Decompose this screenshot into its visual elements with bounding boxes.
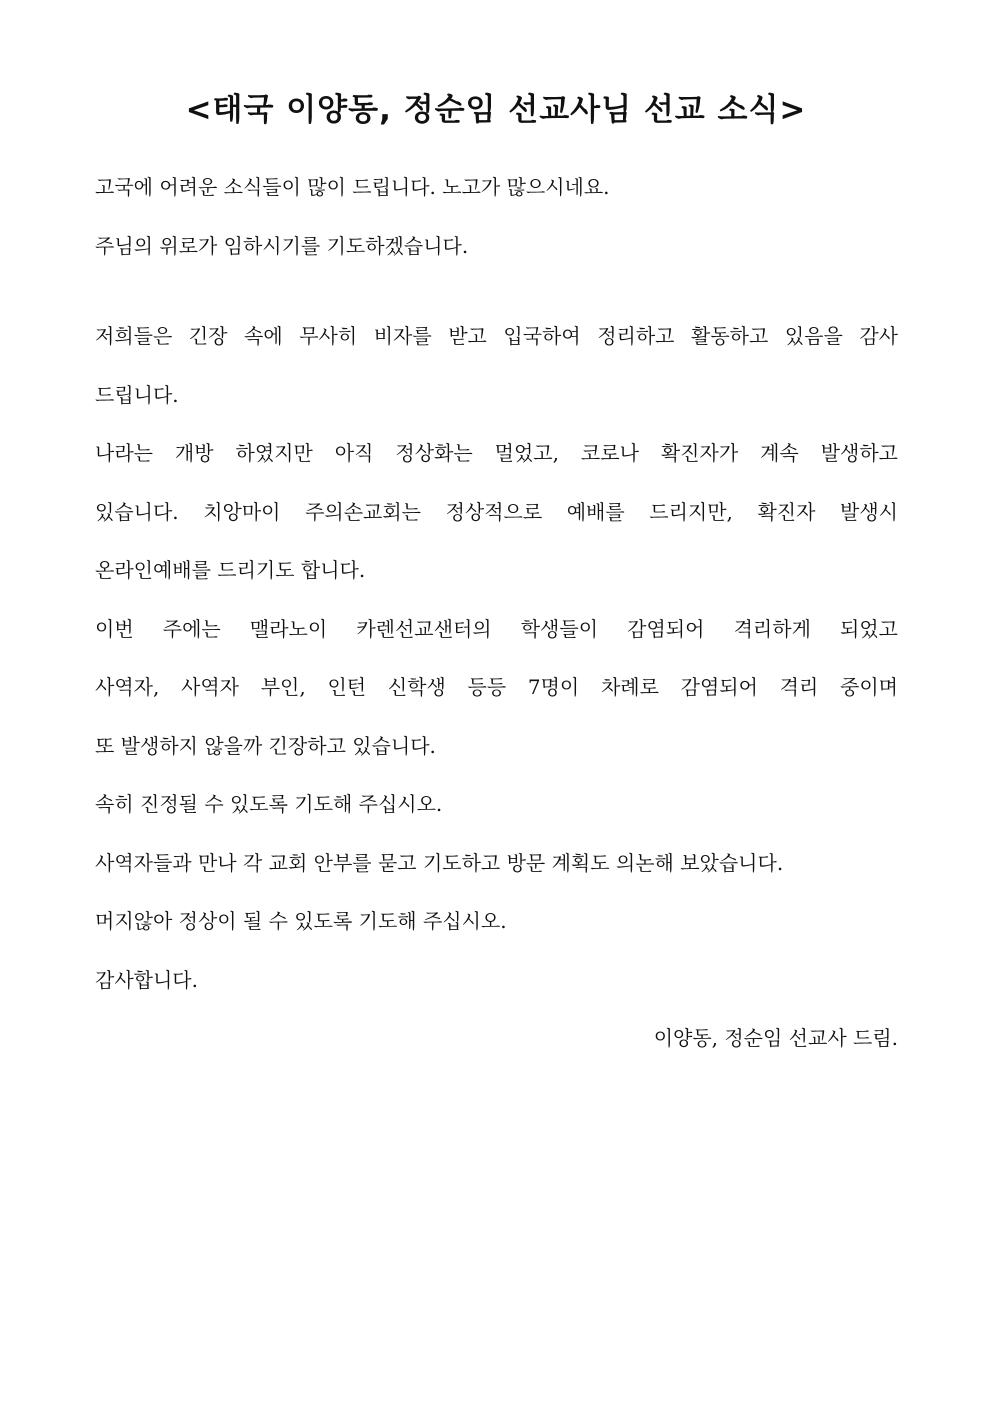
paragraph-line: 또 발생하지 않을까 긴장하고 있습니다. [95,733,436,758]
paragraph-line: 사역자들과 만나 각 교회 안부를 묻고 기도하고 방문 계획도 의논해 보았습니다. [95,850,784,875]
paragraph-line: 고국에 어려운 소식들이 많이 드립니다. 노고가 많으시네요. [95,175,610,199]
paragraph-line: 이번 주에는 맬라노이 카렌선교샌터의 학생들이 감염되어 격리하게 되었고 [95,616,898,641]
paragraph-line: 속히 진정될 수 있도록 기도해 주십시오. [95,792,443,816]
paragraph-line: 머지않아 정상이 될 수 있도록 기도해 주십시오. [95,909,507,933]
letter-body [95,158,898,1068]
paragraph-line: 사역자, 사역자 부인, 인턴 신학생 등등 7명이 차례로 감염되어 격리 중이며 [95,675,898,699]
paragraph-line: 드립니다. [95,382,179,407]
paragraph-line: 감사합니다. [95,967,198,992]
paragraph-line: 온라인예배를 드리기도 합니다. [95,558,366,582]
paragraph-line: 저희들은 긴장 속에 무사히 비자를 받고 입국하여 정리하고 활동하고 있음을 감사 [95,324,898,348]
blank-line [95,275,898,307]
paragraph-line: 나라는 개방 하였지만 아직 정상화는 멀었고, 코로나 확진자가 계속 발생하고 [95,441,898,465]
document-title: <태국 이양동, 정순임 선교사님 선교 소식> [185,92,807,128]
paragraph-line: 있습니다. 치앙마이 주의손교회는 정상적으로 예배를 드리지만, 확진자 발생시 [95,499,898,524]
paragraph-line: 주님의 위로가 임하시기를 기도하겠습니다. [95,233,469,258]
signature: 이양동, 정순임 선교사 드림. [653,1026,898,1050]
